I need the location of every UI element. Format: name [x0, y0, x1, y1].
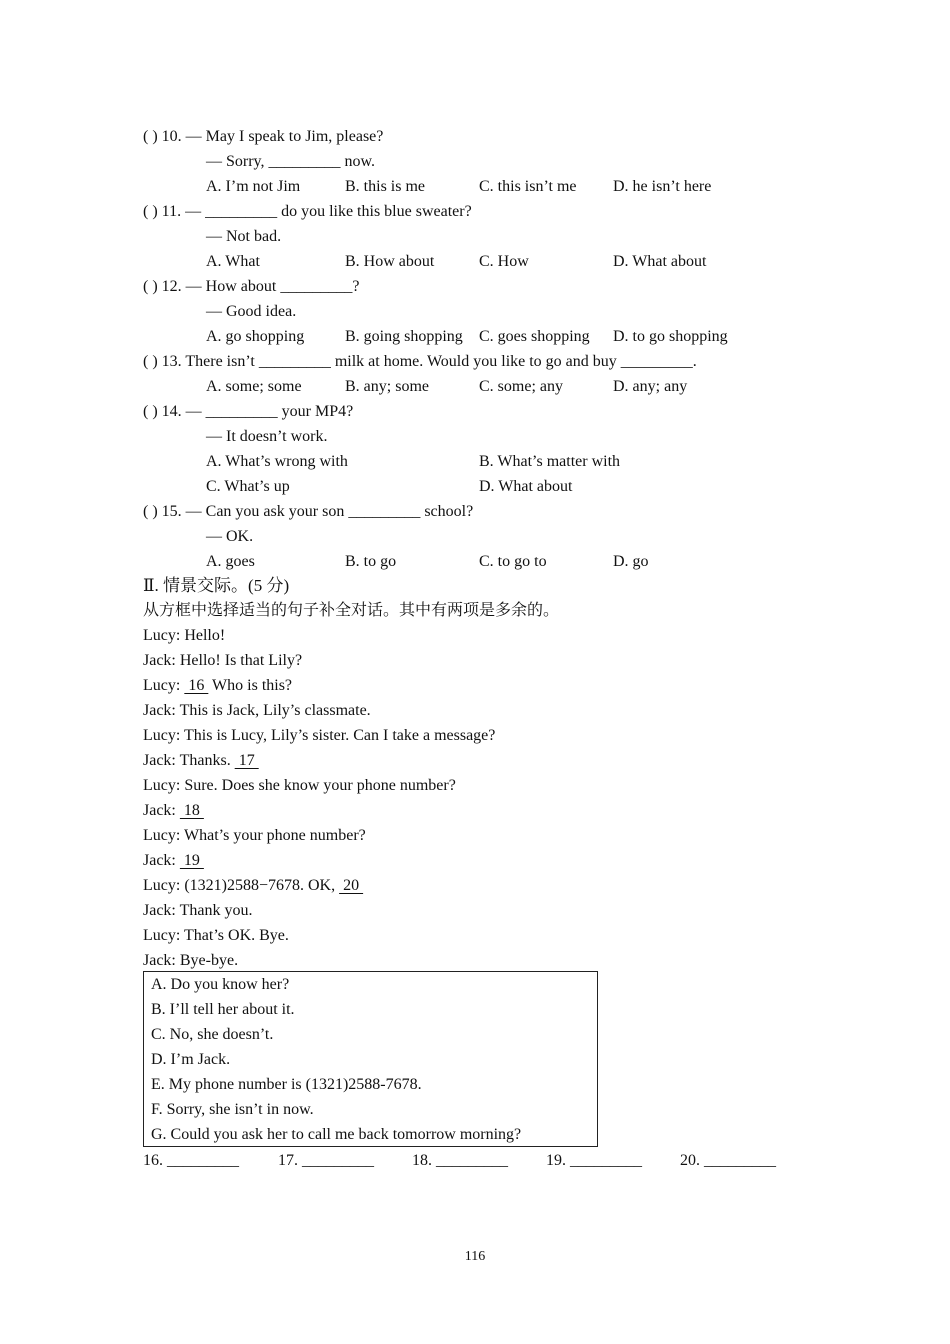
dialogue-line — [143, 951, 238, 971]
question-stem: — Can you ask your son _________ school? — [185, 503, 474, 520]
dialogue-text: Lucy: Hello! — [143, 627, 226, 644]
option-d: D. go — [613, 553, 649, 570]
dialogue-text: Lucy: Sure. Does she know your phone number? — [143, 777, 456, 794]
dialogue-blank: 19 — [179, 852, 204, 869]
dialogue-text: Jack: This is Jack, Lily’s classmate. — [143, 702, 371, 719]
dialogue-text: Lucy: What’s your phone number? — [143, 827, 366, 844]
question-line: — OK. — [206, 528, 254, 545]
question-12 — [143, 277, 359, 297]
question-13 — [143, 352, 697, 372]
option-a: A. What’s wrong with — [206, 453, 348, 470]
dialogue-line — [143, 676, 292, 696]
dialogue-blank: 20 — [339, 877, 364, 894]
option-b: B. going shopping — [345, 328, 463, 345]
option-a: A. go shopping — [206, 328, 305, 345]
section-heading: Ⅱ. 情景交际。(5 分) — [143, 576, 290, 595]
dialogue-blank: 17 — [234, 752, 259, 769]
dialogue-text: Jack: Hello! Is that Lily? — [143, 652, 303, 669]
section-instruction: 从方框中选择适当的句子补全对话。其中有两项是多余的。 — [143, 602, 560, 619]
option-a: A. goes — [206, 553, 255, 570]
question-number: ( ) 14. — [143, 403, 182, 420]
question-number: ( ) 10. — [143, 128, 182, 145]
answer-blank-19: 19. _________ — [546, 1152, 642, 1169]
question-15 — [143, 502, 473, 522]
option-a: A. some; some — [206, 378, 302, 395]
question-number: ( ) 13. — [143, 353, 182, 370]
question-line: — It doesn’t work. — [206, 428, 328, 445]
option-a: A. I’m not Jim — [206, 178, 301, 195]
option-c: C. some; any — [479, 378, 563, 395]
answer-blank-17: 17. _________ — [278, 1152, 374, 1169]
box-option: F. Sorry, she isn’t in now. — [151, 1101, 314, 1118]
question-line: — Good idea. — [206, 303, 297, 320]
option-c: C. this isn’t me — [479, 178, 577, 195]
option-d: D. any; any — [613, 378, 688, 395]
option-b: B. What’s matter with — [479, 453, 621, 470]
question-11 — [143, 202, 472, 222]
dialogue-text: Lucy: — [143, 677, 185, 694]
option-b: B. any; some — [345, 378, 429, 395]
dialogue-text: Lucy: This is Lucy, Lily’s sister. Can I take a message? — [143, 727, 496, 744]
dialogue-text: Lucy: (1321)2588−7678. OK, — [143, 877, 340, 894]
box-option: D. I’m Jack. — [151, 1051, 231, 1068]
box-option: A. Do you know her? — [151, 976, 290, 993]
dialogue-line — [143, 776, 456, 796]
option-b: B. How about — [345, 253, 435, 270]
question-line: — Not bad. — [206, 228, 282, 245]
question-stem: — May I speak to Jim, please? — [185, 128, 384, 145]
dialogue-blank: 18 — [179, 802, 204, 819]
dialogue-text: Jack: Bye-bye. — [143, 952, 239, 969]
dialogue-line — [143, 851, 204, 871]
question-10 — [143, 127, 383, 147]
dialogue-line — [143, 726, 495, 746]
dialogue-line — [143, 701, 371, 721]
dialogue-line — [143, 876, 363, 896]
page-number: 116 — [464, 1249, 486, 1264]
answer-blank-16: 16. _________ — [143, 1152, 239, 1169]
dialogue-line — [143, 926, 289, 946]
question-number: ( ) 11. — [143, 203, 182, 220]
dialogue-text: Jack: — [143, 852, 180, 869]
option-c: C. to go to — [479, 553, 547, 570]
question-stem: — _________ do you like this blue sweater? — [185, 203, 472, 220]
option-d: D. he isn’t here — [613, 178, 712, 195]
option-b: B. to go — [345, 553, 397, 570]
dialogue-text: Jack: — [143, 802, 180, 819]
dialogue-text-after: Who is this? — [208, 677, 293, 694]
question-stem: — _________ your MP4? — [185, 403, 354, 420]
question-line: — Sorry, _________ now. — [206, 153, 376, 170]
box-option: B. I’ll tell her about it. — [151, 1001, 295, 1018]
dialogue-line — [143, 651, 302, 671]
dialogue-text: Lucy: That’s OK. Bye. — [143, 927, 289, 944]
dialogue-line — [143, 826, 366, 846]
option-a: A. What — [206, 253, 260, 270]
box-option: E. My phone number is (1321)2588-7678. — [151, 1076, 422, 1093]
question-number: ( ) 12. — [143, 278, 182, 295]
dialogue-text: Jack: Thank you. — [143, 902, 253, 919]
question-stem: — How about _________? — [185, 278, 360, 295]
option-c: C. What’s up — [206, 478, 290, 495]
question-stem: There isn’t _________ milk at home. Would you like to go and buy _________. — [185, 353, 697, 370]
option-c: C. How — [479, 253, 529, 270]
dialogue-line — [143, 751, 259, 771]
box-option: C. No, she doesn’t. — [151, 1026, 274, 1043]
dialogue-line — [143, 626, 225, 646]
box-option: G. Could you ask her to call me back tomorrow morning? — [151, 1126, 522, 1143]
dialogue-line — [143, 901, 252, 921]
dialogue-text: Jack: Thanks. — [143, 752, 235, 769]
option-b: B. this is me — [345, 178, 426, 195]
question-14 — [143, 402, 353, 422]
dialogue-blank: 16 — [184, 677, 209, 694]
option-c: C. goes shopping — [479, 328, 590, 345]
question-number: ( ) 15. — [143, 503, 182, 520]
answer-blank-20: 20. _________ — [680, 1152, 776, 1169]
option-d: D. What about — [613, 253, 707, 270]
answer-blank-18: 18. _________ — [412, 1152, 508, 1169]
option-d: D. to go shopping — [613, 328, 728, 345]
dialogue-line — [143, 801, 204, 821]
option-d: D. What about — [479, 478, 573, 495]
